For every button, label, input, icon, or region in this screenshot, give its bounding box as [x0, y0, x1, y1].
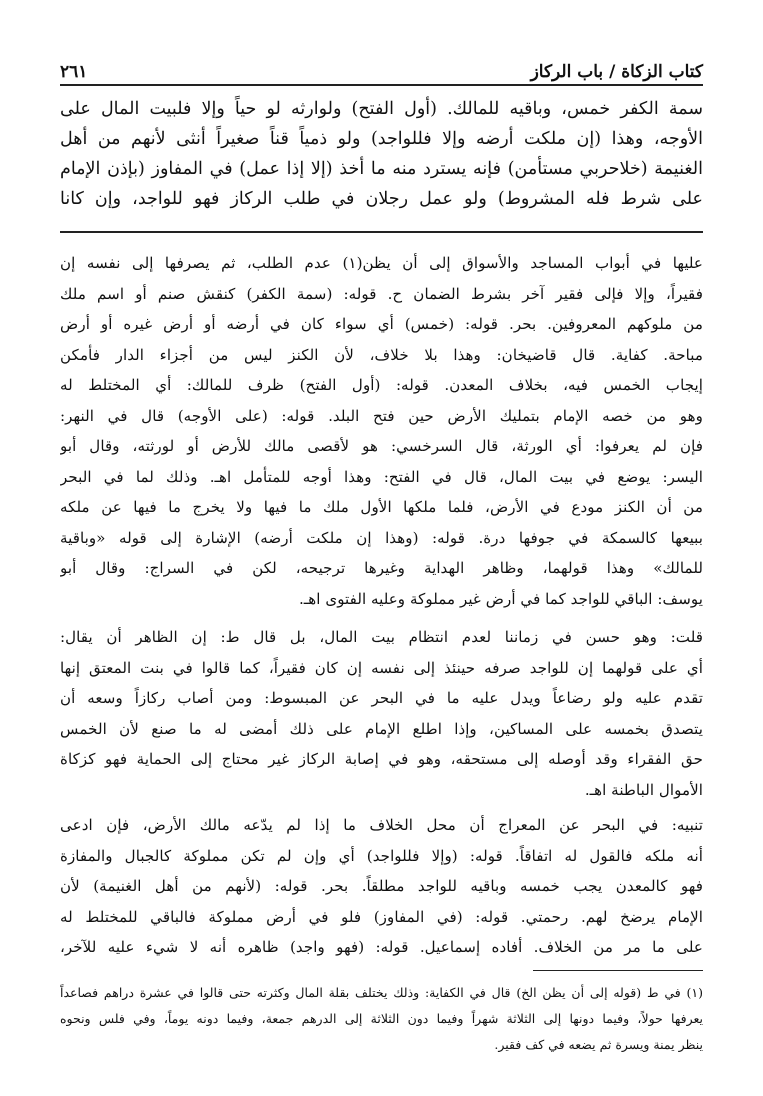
sharh-line: ببيعها كالسمكة في جوفها درة. قوله: (وهذا إن ملكت أرضه) الإشارة إلى قوله «وباقية: [60, 528, 703, 547]
sharh-line: اليسر: يوضع في بيت المال، قال في الفتح: وهذا أوجه للمتأمل اهـ. وذلك لما في البحر: [60, 467, 703, 486]
footnote-line: يعرفها حولاً، وفيما دونها إلى الثلاثة شهراً وفيما دون الثلاثة إلى الدرهم جمعة، وفيما دونه يوماً، وفي فلس ونحوه: [60, 1011, 703, 1026]
sharh-line: أي على قولهما إن للواجد صرفه حينئذ إلى نفسه إن كان فقيراً، كما قالوا في بنت المعتق إنها: [60, 658, 703, 677]
chapter-title: كتاب الزكاة / باب الركاز: [530, 62, 703, 82]
sharh-paragraph-3: [60, 810, 703, 963]
sharh-line: الإمام يرضخ لهم. رحمتي. قوله: (في المفاوز) فلو في أرض مملوكة فالباقي للمختلط له: [60, 907, 703, 926]
sharh-line: على ما مر من الخلاف. أفاده إسماعيل. قوله: (فهو واجد) ظاهره أنه لا شيء عليه للآخر،: [60, 938, 703, 956]
footnote-line: (١) في ط (قوله إلى أن يظن الخ) قال في الكفاية: وذلك يختلف بقلة المال وكثرته حتى قالوا في عشرة دراهم فصاعداً: [60, 985, 703, 1000]
sharh-line: تقدم عليه ولو رضاعاً ويدل عليه ما في البحر عن المبسوط: ومن أصاب ركازاً وسعه أن: [60, 689, 703, 707]
sharh-line: حق الفقراء وقد أوصله إلى مستحقه، وهو في إصابة الركاز غير محتاج إلى الحماية فهو كزكاة: [60, 750, 703, 768]
sharh-line: قلت: وهو حسن في زماننا لعدم انتظام بيت المال، بل قال ط: إن الظاهر أن يقال:: [60, 628, 703, 646]
sharh-line: من أن الكنز مودع في الأرض، فلما ملكها الأول ملك ما فيها ولا يخرج ما فيها عن ملكه: [60, 498, 703, 516]
running-header: [60, 58, 703, 82]
sharh-line: عليها في أبواب المساجد والأسواق إلى أن يظن(١) عدم الطلب، ثم يصرفها إلى نفسه إن: [60, 254, 703, 272]
footnote-rule: [533, 970, 703, 971]
sharh-line: للمالك» وهذا قولهما، وظاهر الهداية وغيرها ترجيحه، لكن في السراج: وقال أبو: [60, 559, 703, 577]
matn-line: الغنيمة (خلاحربي مستأمن) فإنه يسترد منه ما أخذ (إلا إذا عمل) في المفاوز (بإذن الإمام: [60, 159, 703, 179]
sharh-line: إيجاب الخمس فيه، بخلاف المعدن. قوله: (أول الفتح) ظرف للمالك: أي المختلط له: [60, 376, 703, 394]
sharh-line: فقيراً، وإلا فإلى فقير آخر بشرط الضمان ح. قوله: (سمة الكفر) كنقش صنم أو اسم ملك: [60, 284, 703, 303]
footnote-line: ينظر يمنة ويسرة ثم يضعه في كف فقير.: [494, 1037, 703, 1052]
sharh-line: وهو من خصه الإمام بتمليك الأرض حين فتح البلد. قوله: (على الأوجه) قال في النهر:: [60, 406, 703, 425]
sharh-line: الأموال الباطنة اهـ.: [584, 780, 703, 799]
sharh-paragraph-2: [60, 622, 703, 805]
matn-text: [60, 94, 703, 214]
sharh-line: فإن لم يعرفوا: أي الورثة، قال السرخسي: هو لأقصى مالك للأرض أو لورثته، وقال أبو: [60, 437, 703, 455]
matn-line: سمة الكفر خمس، وباقيه للمالك. (أول الفتح) ولوارثه لو حياً وإلا فلبيت المال على: [60, 99, 703, 119]
sharh-line: يتصدق بخمسه على المساكين، وإذا اطلع الإمام على ذلك أمضى له ما صنع لأن الخمس: [60, 719, 703, 738]
sharh-line: مباحة. كفاية. قال قاضيخان: وهذا بلا خلاف، لأن الكنز ليس من أجزاء الدار فأمكن: [60, 345, 703, 364]
sharh-line: تنبيه: في البحر عن المعراج أن محل الخلاف ما إذا لم يدّعه مالك الأرض، فإن ادعى: [60, 816, 703, 834]
sharh-line: يوسف: الباقي للواجد كما في أرض غير مملوكة وعليه الفتوى اهـ.: [298, 589, 703, 608]
sharh-line: من ملوكهم المعروفين. بحر. قوله: (خمس) أي سواء كان في أرضه أو أرض غيره أو أرض: [60, 315, 703, 333]
header-rule: [60, 84, 703, 86]
matn-sharh-divider: [60, 231, 703, 233]
matn-line: على شرط فله المشروط) ولو عمل رجلان في طلب الركاز فهو للواجد، وإن كانا: [60, 189, 703, 209]
sharh-line: أنه ملكه فالقول له اتفاقاً. قوله: (وإلا فللواجد) أي وإن لم تكن مملوكة كالجبال والمفازة: [60, 846, 703, 865]
footnote: [60, 980, 703, 1058]
page-number: ٢٦١: [60, 62, 88, 82]
sharh-paragraph-1: [60, 248, 703, 614]
matn-line: الأوجه، وهذا (إن ملكت أرضه وإلا فللواجد) ولو ذمياً قناً صغيراً أنثى لأنهم من أهل: [60, 129, 703, 149]
sharh-line: فهو كالمعدن يجب خمسه وباقيه للواجد مطلقاً. بحر. قوله: (لأنهم من أهل الغنيمة) لأن: [60, 877, 703, 895]
